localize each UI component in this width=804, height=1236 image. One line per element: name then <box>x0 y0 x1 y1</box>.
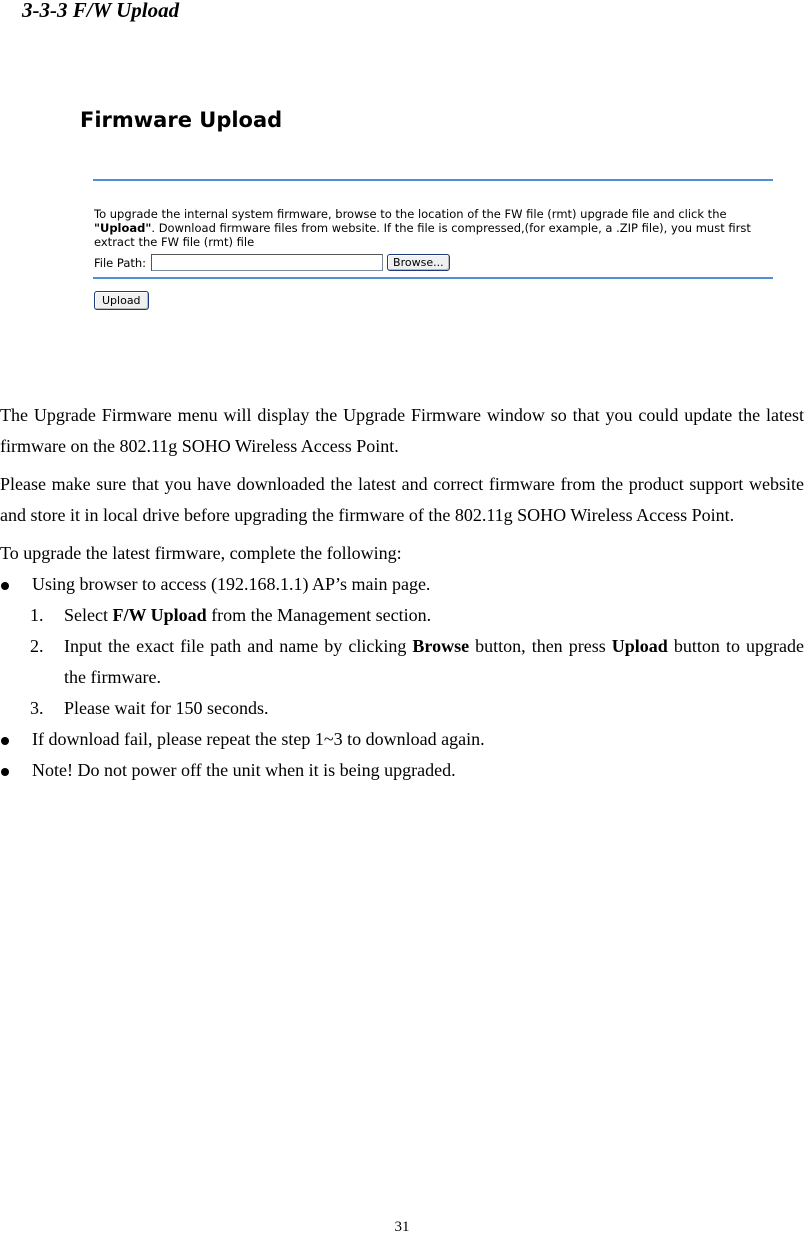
step-number: 1. <box>30 605 44 625</box>
bullet-icon <box>0 755 32 786</box>
file-path-label: File Path: <box>94 255 147 270</box>
body-text <box>0 400 804 786</box>
firmware-upload-screenshot <box>80 100 780 330</box>
step-number: 2. <box>30 636 44 656</box>
step-item <box>0 693 804 724</box>
step-text: Input the exact file path and name by clicking Browse button, then press Upload button to upgrade the firmware. <box>64 636 804 687</box>
bottom-divider <box>93 277 773 279</box>
bullet-item <box>0 724 804 755</box>
step-item <box>0 600 804 631</box>
firmware-upload-title: Firmware Upload <box>80 108 283 132</box>
paragraph-prerequisite: Please make sure that you have downloaded the latest and correct firmware from the product support website and store it in local drive before upgrading the firmware of the 802.11g SOHO Wireless Access Point. <box>0 474 804 525</box>
paragraph-instructions: To upgrade the latest firmware, complete the following: <box>0 543 402 563</box>
paragraph-intro: The Upgrade Firmware menu will display the Upgrade Firmware window so that you could update the latest firmware on the 802.11g SOHO Wireless Access Point. <box>0 405 804 456</box>
file-path-input[interactable] <box>151 254 383 271</box>
step-number: 3. <box>30 698 44 718</box>
top-divider <box>93 179 773 181</box>
step-item <box>0 631 804 693</box>
bullet-item <box>0 569 804 600</box>
section-heading: 3-3-3 F/W Upload <box>22 0 180 22</box>
step-text: Please wait for 150 seconds. <box>64 698 269 718</box>
step-text: Select F/W Upload from the Management section. <box>64 605 432 625</box>
bullet-icon <box>0 569 32 600</box>
upload-button[interactable]: Upload <box>94 291 149 310</box>
browse-button[interactable]: Browse... <box>387 254 450 271</box>
file-path-row <box>94 254 450 271</box>
bullet-icon <box>0 724 32 755</box>
firmware-upload-description: To upgrade the internal system firmware, browse to the location of the FW file (rmt) upgrade file and click the "Upload". Download firmware files from website. If the file is compressed,(for example, a .ZIP file), you must first extract the FW file (rmt) file <box>94 207 751 249</box>
page-number: 31 <box>394 1219 410 1235</box>
bullet-text: Note! Do not power off the unit when it is being upgraded. <box>32 760 456 780</box>
bullet-text: Using browser to access (192.168.1.1) AP’s main page. <box>32 574 431 594</box>
bullet-text: If download fail, please repeat the step 1~3 to download again. <box>32 729 485 749</box>
bullet-item <box>0 755 804 786</box>
